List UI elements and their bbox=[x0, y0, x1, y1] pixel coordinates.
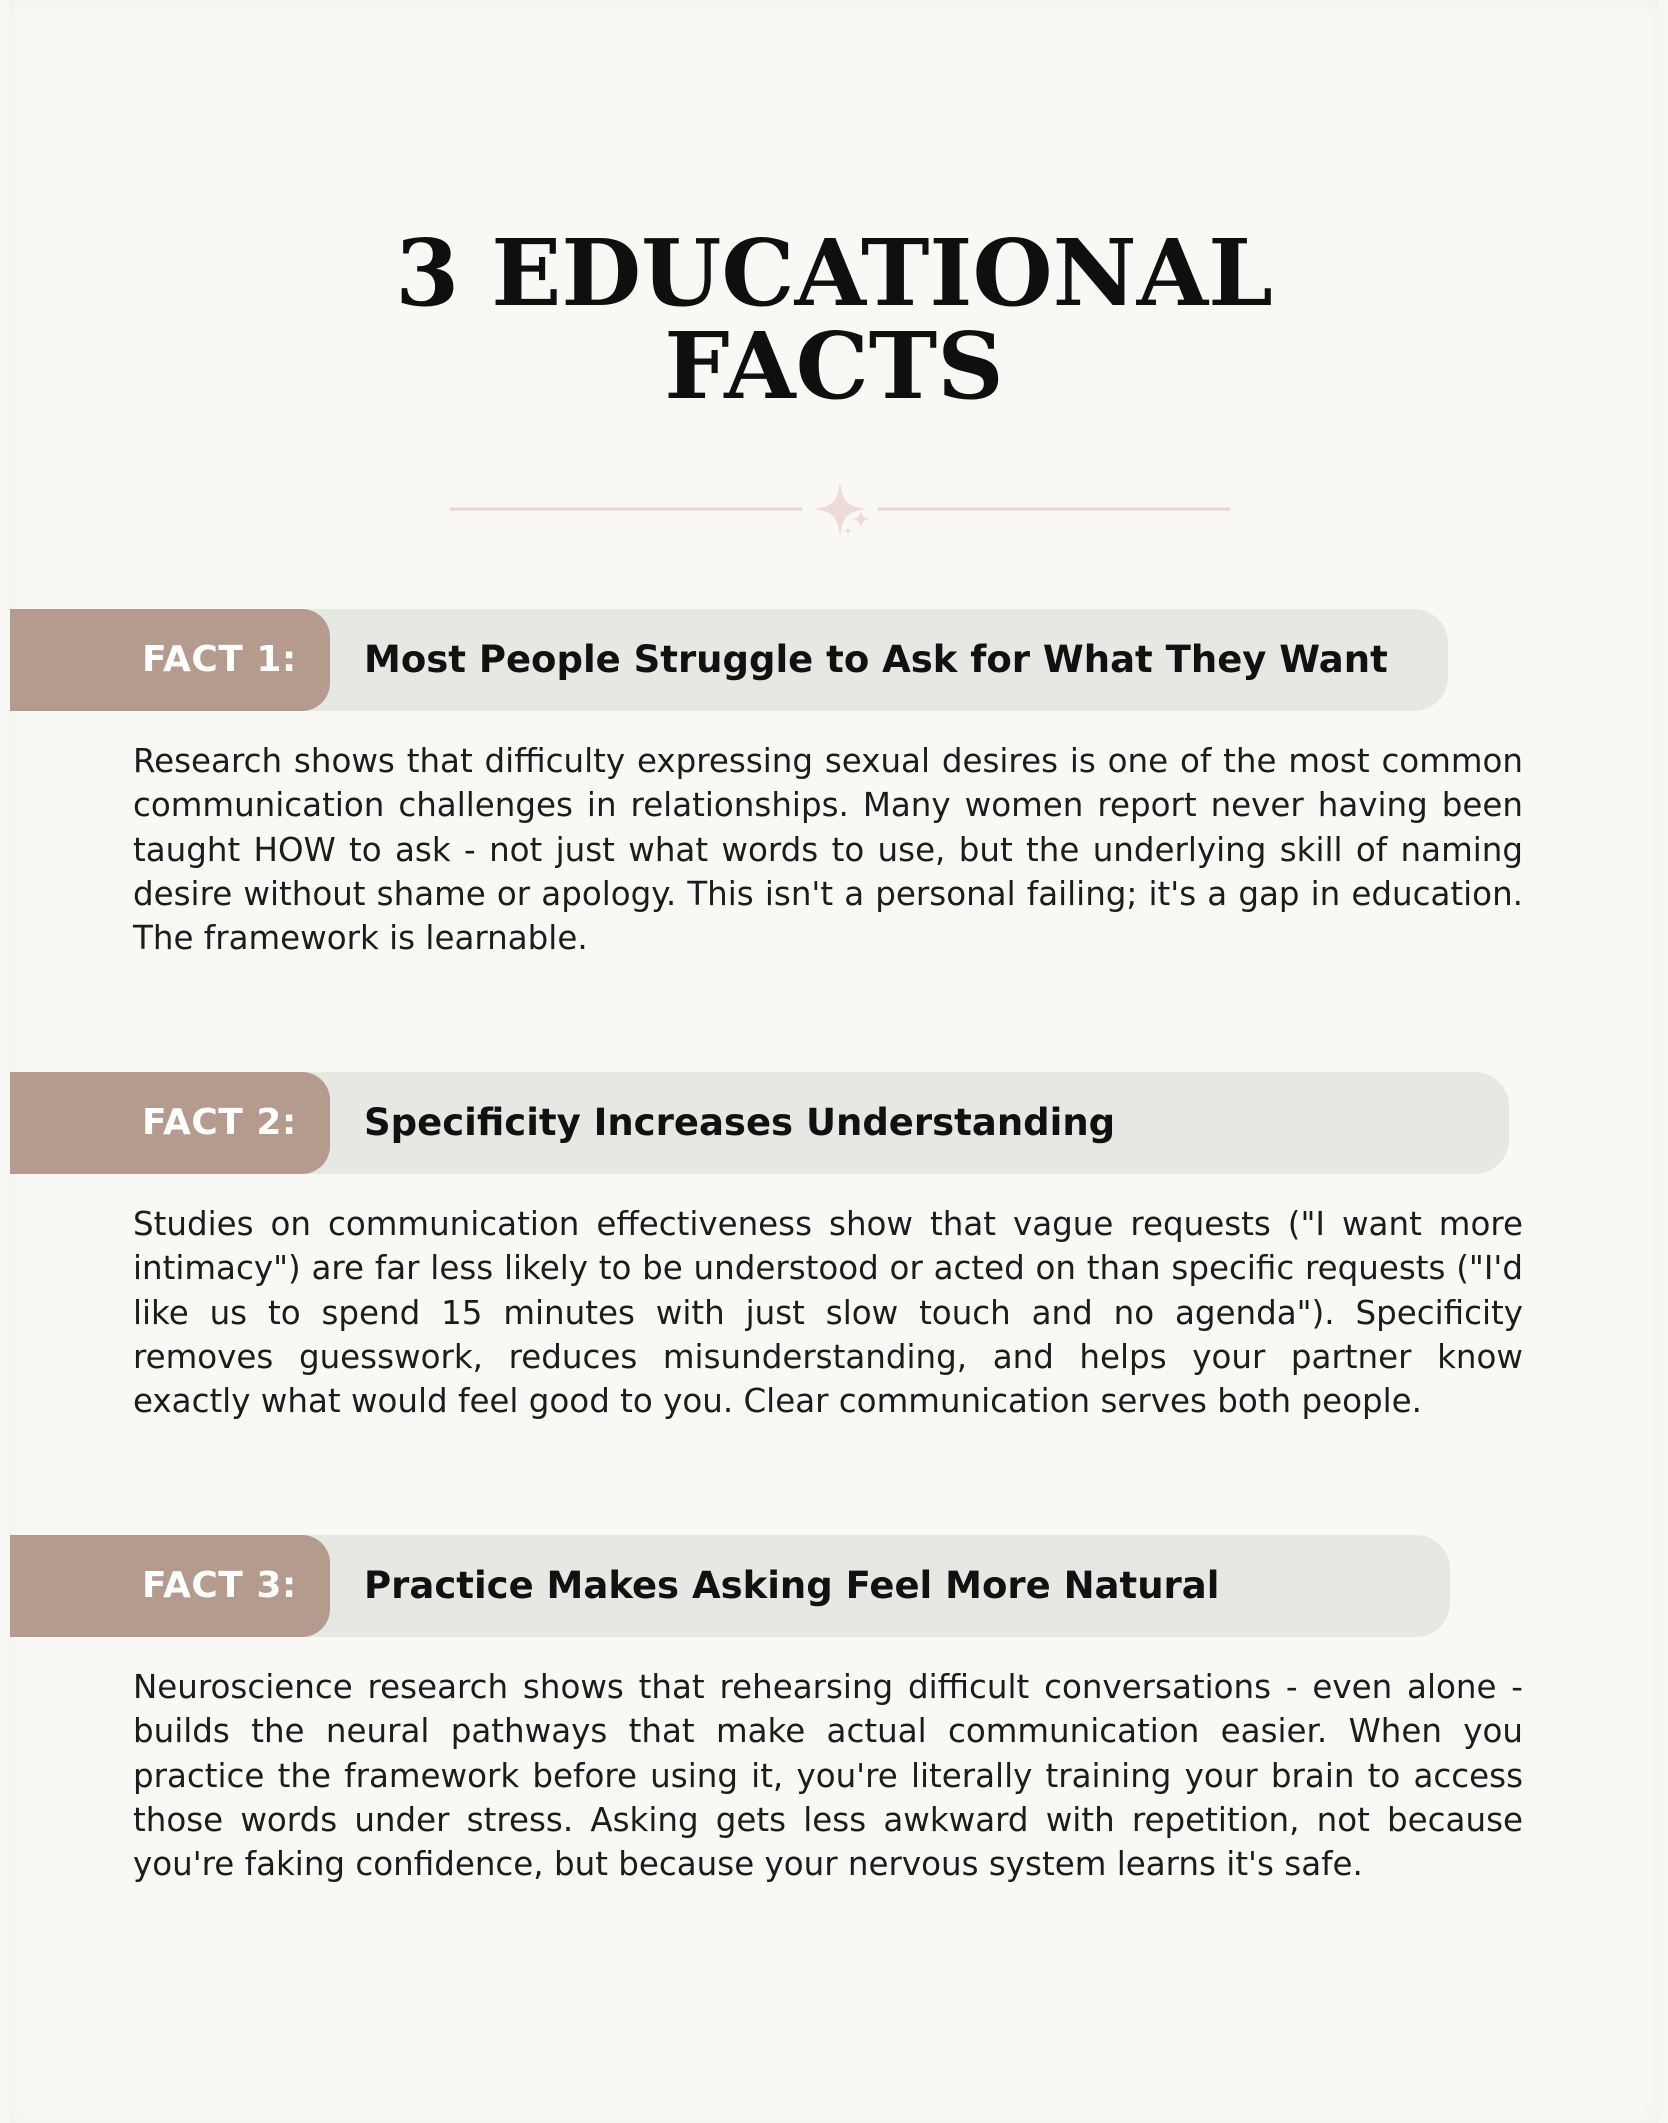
fact-2-heading: Specificity Increases Understanding bbox=[364, 1101, 1116, 1144]
fact-2-header bbox=[10, 1072, 1509, 1174]
fact-1-tab bbox=[10, 609, 330, 711]
sparkle-icon bbox=[814, 482, 870, 536]
sparkle-divider bbox=[450, 478, 1230, 538]
fact-3-heading: Practice Makes Asking Feel More Natural bbox=[364, 1564, 1220, 1607]
fact-2-body: Studies on communication effectiveness show that vague requests ("I want more intimacy") are far less likely to be understood or acted on than specific requests ("I'd like us to spend 15 minutes with just slow touch and no agenda"). Specificity removes guesswork, reduces misunderstanding, and helps your partner know exactly what would feel good to you. Clear communication serves both people. bbox=[133, 1205, 1523, 1421]
fact-2-tab bbox=[10, 1072, 330, 1174]
fact-3-tab bbox=[10, 1535, 330, 1637]
page-title-line-1: 3 EDUCATIONAL bbox=[395, 219, 1273, 327]
fact-1-heading: Most People Struggle to Ask for What They Want bbox=[364, 638, 1388, 681]
fact-2-label: FACT 2: bbox=[142, 1102, 297, 1143]
fact-1-label: FACT 1: bbox=[142, 639, 297, 680]
fact-3-label: FACT 3: bbox=[142, 1565, 297, 1606]
fact-1-header bbox=[10, 609, 1448, 711]
page bbox=[10, 0, 1658, 2123]
fact-3-header bbox=[10, 1535, 1450, 1637]
fact-3-body: Neuroscience research shows that rehearsing difficult conversations - even alone - builds the neural pathways that make actual communication easier. When you practice the framework before using it, you're literally training your brain to access those words under stress. Asking gets less awkward with repetition, not because you're faking confidence, but because your nervous system learns it's safe. bbox=[133, 1668, 1523, 1884]
page-title-line-2: FACTS bbox=[664, 312, 1004, 420]
fact-1-body: Research shows that difficulty expressing sexual desires is one of the most common communication challenges in relationships. Many women report never having been taught HOW to ask - not just what words to use, but the underlying skill of naming desire without shame or apology. This isn't a personal failing; it's a gap in education. The framework is learnable. bbox=[133, 742, 1523, 958]
